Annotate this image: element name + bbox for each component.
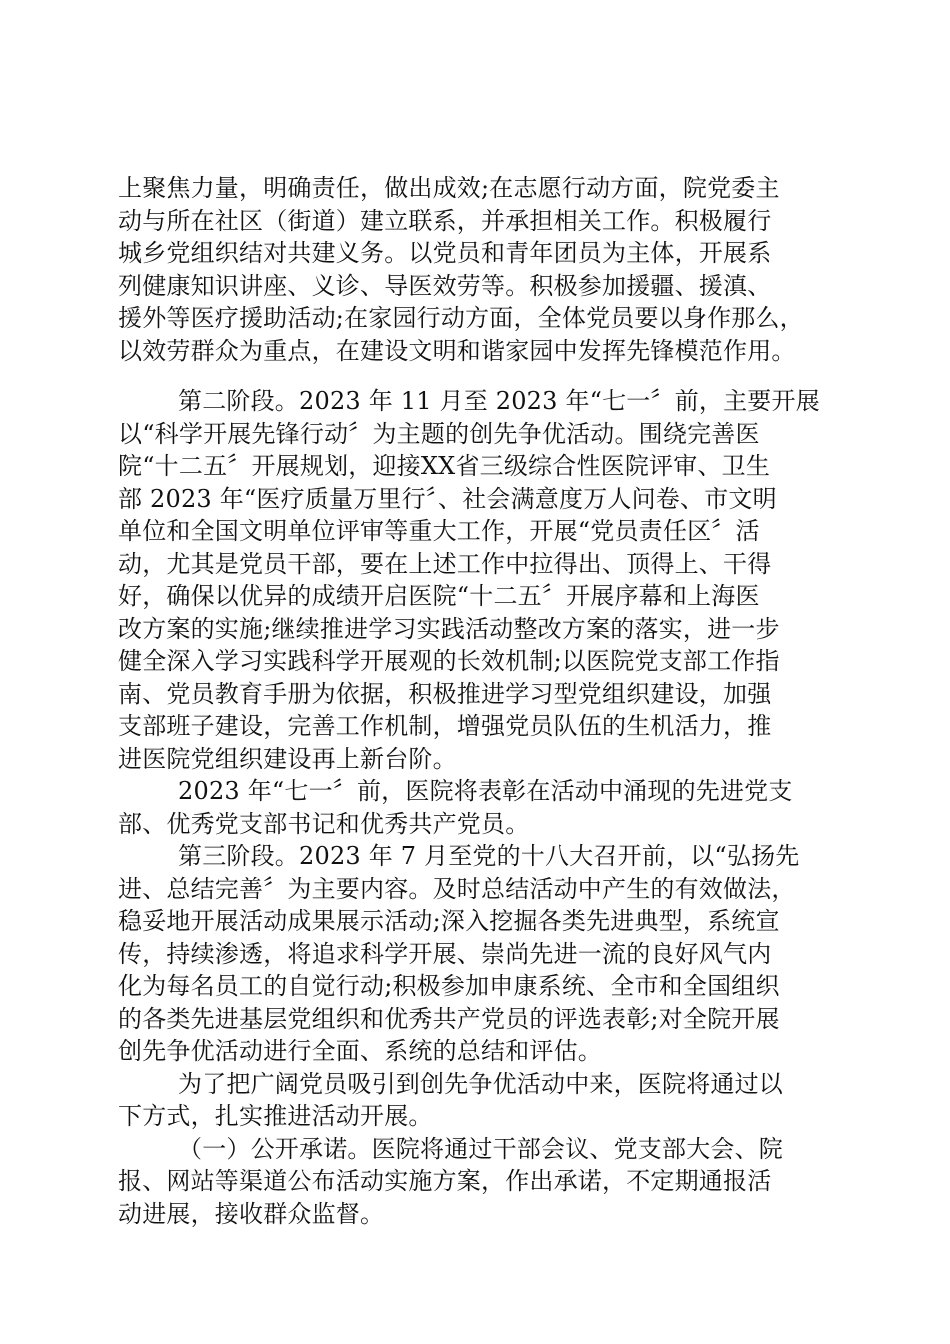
text-line: （一）公开承诺。医院将通过干部会议、党支部大会、院 — [178, 1134, 783, 1163]
text-line: 第三阶段。2023 年 7 月至党的十八大召开前，以“弘扬先 — [178, 842, 800, 870]
text-line: 院“十二五〞开展规划，迎接XX省三级综合性医院评审、卫生 — [118, 452, 771, 480]
text-line: 以“科学开展先锋行动〞为主题的创先争优活动。围绕完善医 — [118, 419, 760, 448]
text-line: 为了把广阔党员吸引到创先争优活动中来，医院将通过以 — [178, 1069, 783, 1098]
text-line: 创先争优活动进行全面、系统的总结和评估。 — [118, 1037, 602, 1065]
text-line: 稳妥地开展活动成果展示活动;深入挖掘各类先进典型，系统宣 — [118, 907, 780, 935]
text-line: 动进展，接收群众监督。 — [118, 1199, 385, 1228]
text-line: 健全深入学习实践科学开展观的长效机制;以医院党支部工作指 — [118, 647, 780, 675]
text-line: 下方式，扎实推进活动开展。 — [118, 1102, 433, 1130]
text-line: 的各类先进基层党组织和优秀共产党员的评选表彰;对全院开展 — [118, 1004, 780, 1033]
text-line: 改方案的实施;继续推进学习实践活动整改方案的落实，进一步 — [118, 614, 780, 643]
paragraph-stages — [118, 385, 838, 1230]
text-line: 南、党员教育手册为依据，积极推进学习型党组织建设，加强 — [118, 679, 772, 708]
paragraph-volunteer-actions — [118, 172, 838, 367]
text-line: 动，尤其是党员干部，要在上述工作中拉得出、顶得上、干得 — [118, 549, 772, 578]
text-line: 部 2023 年“医疗质量万里行〞、社会满意度万人问卷、市文明 — [118, 484, 777, 513]
text-line: 单位和全国文明单位评审等重大工作，开展“党员责任区〞活 — [118, 517, 760, 545]
text-line: 部、优秀党支部书记和优秀共产党员。 — [118, 809, 530, 838]
text-line: 进医院党组织建设再上新台阶。 — [118, 744, 457, 773]
text-line: 化为每名员工的自觉行动;积极参加申康系统、全市和全国组织 — [118, 972, 780, 1000]
text-line: 城乡党组织结对共建义务。以党员和青年团员为主体，开展系 — [118, 239, 772, 267]
text-line: 援外等医疗援助活动;在家园行动方面，全体党员要以身作那么， — [118, 304, 804, 332]
text-line: 好，确保以优异的成绩开启医院“十二五〞开展序幕和上海医 — [118, 582, 760, 610]
text-line: 以效劳群众为重点，在建设文明和谐家园中发挥先锋模范作用。 — [118, 336, 796, 365]
text-line: 列健康知识讲座、义诊、导医效劳等。积极参加援疆、援滇、 — [118, 271, 772, 300]
text-line: 支部班子建设，完善工作机制，增强党员队伍的生机活力，推 — [118, 712, 772, 740]
text-line: 上聚焦力量，明确责任，做出成效;在志愿行动方面，院党委主 — [118, 174, 780, 202]
text-line: 动与所在社区（街道）建立联系，并承担相关工作。积极履行 — [118, 206, 772, 235]
text-line: 传，持续渗透，将追求科学开展、崇尚先进一流的良好风气内 — [118, 939, 772, 968]
text-line: 2023 年“七一〞前，医院将表彰在活动中涌现的先进党支 — [178, 777, 793, 805]
text-line: 进、总结完善〞为主要内容。及时总结活动中产生的有效做法， — [118, 874, 796, 903]
text-line: 第二阶段。2023 年 11 月至 2023 年“七一〞前，主要开展 — [178, 387, 820, 415]
text-line: 报、网站等渠道公布活动实施方案，作出承诺，不定期通报活 — [118, 1167, 772, 1195]
